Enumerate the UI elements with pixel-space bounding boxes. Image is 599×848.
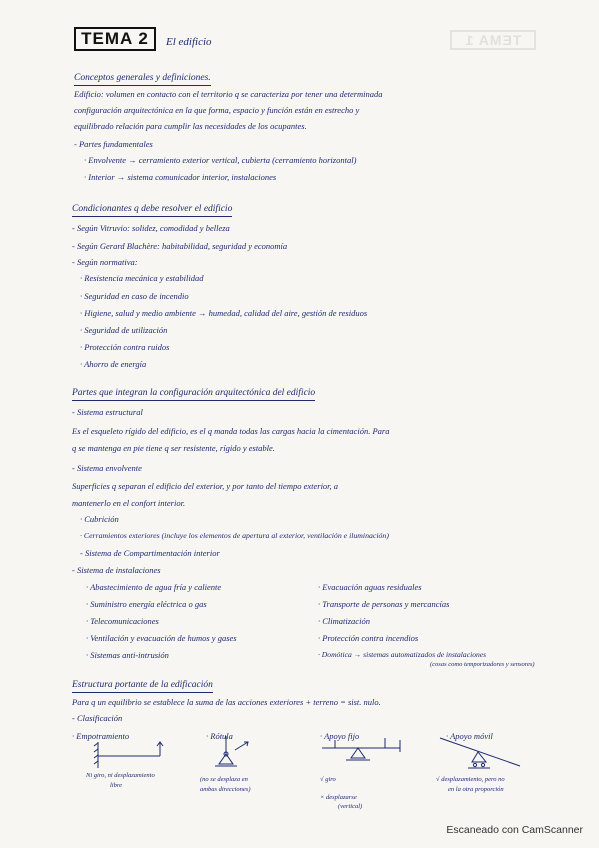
s3-line-3: q se mantenga en pie tiene q ser resistente, rígido y estable. bbox=[72, 443, 275, 453]
apoyo-movil-diagram bbox=[440, 738, 520, 768]
s3-line-6: mantenerlo en el confort interior. bbox=[72, 498, 186, 508]
s2-line-1: - Según Vitruvio: solidez, comodidad y belleza bbox=[72, 223, 230, 233]
installation-item: · Evacuación aguas residuales bbox=[318, 582, 422, 592]
s4-line-2: - Clasificación bbox=[72, 713, 123, 723]
s2-line-5: · Seguridad en caso de incendio bbox=[80, 291, 189, 301]
installation-item: · Sistemas anti-intrusión bbox=[86, 650, 169, 660]
topic-title: El edificio bbox=[166, 36, 212, 48]
apoyo-movil-note-2: en la otra proporción bbox=[448, 786, 504, 793]
tema-title-box: TEMA 2 bbox=[74, 27, 156, 51]
s4-line-1: Para q un equilibrio se establece la suma de las acciones exteriores + terreno = sist. nulo. bbox=[72, 697, 381, 707]
s2-line-3: - Según normativa: bbox=[72, 257, 138, 267]
bleed-through-title: TEMA 1 bbox=[450, 30, 536, 50]
apoyo-fijo-note-3: (vertical) bbox=[338, 803, 363, 810]
s2-line-8: · Protección contra ruidos bbox=[80, 342, 170, 352]
installation-item: · Protección contra incendios bbox=[318, 633, 419, 643]
section-4-heading: Estructura portante de la edificación bbox=[72, 679, 213, 693]
installation-item: · Abastecimiento de agua fría y caliente bbox=[86, 582, 222, 592]
s2-line-6: · Higiene, salud y medio ambiente → humedad, calidad del aire, gestión de residuos bbox=[80, 308, 368, 318]
empotramiento-diagram bbox=[94, 742, 163, 768]
apoyo-fijo-diagram bbox=[322, 738, 400, 760]
support-apoyo-fijo-label: · Apoyo fijo bbox=[320, 731, 360, 741]
installation-item: · Domótica → sistemas automatizados de instalaciones bbox=[318, 650, 487, 659]
rotula-note-2: ambas direcciones) bbox=[200, 786, 251, 793]
s3-line-4: - Sistema envolvente bbox=[72, 463, 142, 473]
installation-item: · Transporte de personas y mercancías bbox=[318, 599, 450, 609]
rotula-note-1: (no se desplaza en bbox=[200, 776, 248, 783]
installation-item: · Climatización bbox=[318, 616, 370, 626]
rotula-diagram bbox=[215, 736, 248, 766]
s3-line-1: - Sistema estructural bbox=[72, 407, 143, 417]
domotica-note: (cosas como temporizadores y sensores) bbox=[430, 661, 535, 668]
s1-line-5: · Envolvente → cerramiento exterior vertical, cubierta (cerramiento horizontal) bbox=[84, 155, 357, 165]
support-empotramiento-label: · Empotramiento bbox=[72, 731, 130, 741]
section-1-heading: Conceptos generales y definiciones. bbox=[74, 72, 211, 86]
s1-line-6: · Interior → sistema comunicador interior, instalaciones bbox=[84, 172, 277, 182]
s3-line-10: - Sistema de instalaciones bbox=[72, 565, 161, 575]
empotramiento-note-1: Ni giro, ni desplazamiento bbox=[86, 772, 155, 779]
s3-line-9: - Sistema de Compartimentación interior bbox=[80, 548, 220, 558]
s3-line-2: Es el esqueleto rígido del edificio, es el q manda todas las cargas hacia la cimentación. Para bbox=[72, 426, 390, 436]
s3-line-5: Superficies q separan el edificio del exterior, y por tanto del tiempo exterior, a bbox=[72, 481, 339, 491]
installation-item: · Ventilación y evacuación de humos y gases bbox=[86, 633, 237, 643]
s1-line-2: configuración arquitectónica en la que forma, espacio y función están en estrecho y bbox=[74, 105, 360, 115]
s2-line-7: · Seguridad de utilización bbox=[80, 325, 168, 335]
s1-line-4: - Partes fundamentales bbox=[74, 139, 153, 149]
support-rotula-label: · Rótula bbox=[206, 731, 233, 741]
s2-line-9: · Ahorro de energía bbox=[80, 359, 147, 369]
empotramiento-note-2: libre bbox=[110, 782, 123, 789]
support-apoyo-movil-label: · Apoyo móvil bbox=[446, 731, 493, 741]
s2-line-2: - Según Gerard Blachère: habitabilidad, seguridad y economía bbox=[72, 241, 288, 251]
installation-item: · Telecomunicaciones bbox=[86, 616, 159, 626]
scanner-watermark: Escaneado con CamScanner bbox=[446, 824, 583, 836]
apoyo-movil-note-1: √ desplazamiento, pero no bbox=[436, 776, 505, 783]
s1-line-1: Edificio: volumen en contacto con el territorio q se caracteriza por tener una determinada bbox=[74, 89, 383, 99]
s3-line-7: · Cubrición bbox=[80, 514, 119, 524]
installation-item: · Suministro energía eléctrica o gas bbox=[86, 599, 207, 609]
section-2-heading: Condicionantes q debe resolver el edificio bbox=[72, 203, 232, 217]
s1-line-3: equilibrado relación para cumplir las necesidades de los ocupantes. bbox=[74, 121, 307, 131]
s2-line-4: · Resistencia mecánica y estabilidad bbox=[80, 273, 204, 283]
apoyo-fijo-note-1: √ giro bbox=[320, 776, 336, 783]
apoyo-fijo-note-2: × desplazarse bbox=[320, 794, 357, 801]
s3-line-8: · Cerramientos exteriores (incluye los elementos de apertura al exterior, ventilación e iluminación) bbox=[80, 531, 389, 540]
section-3-heading: Partes que integran la configuración arquitectónica del edificio bbox=[72, 387, 315, 401]
